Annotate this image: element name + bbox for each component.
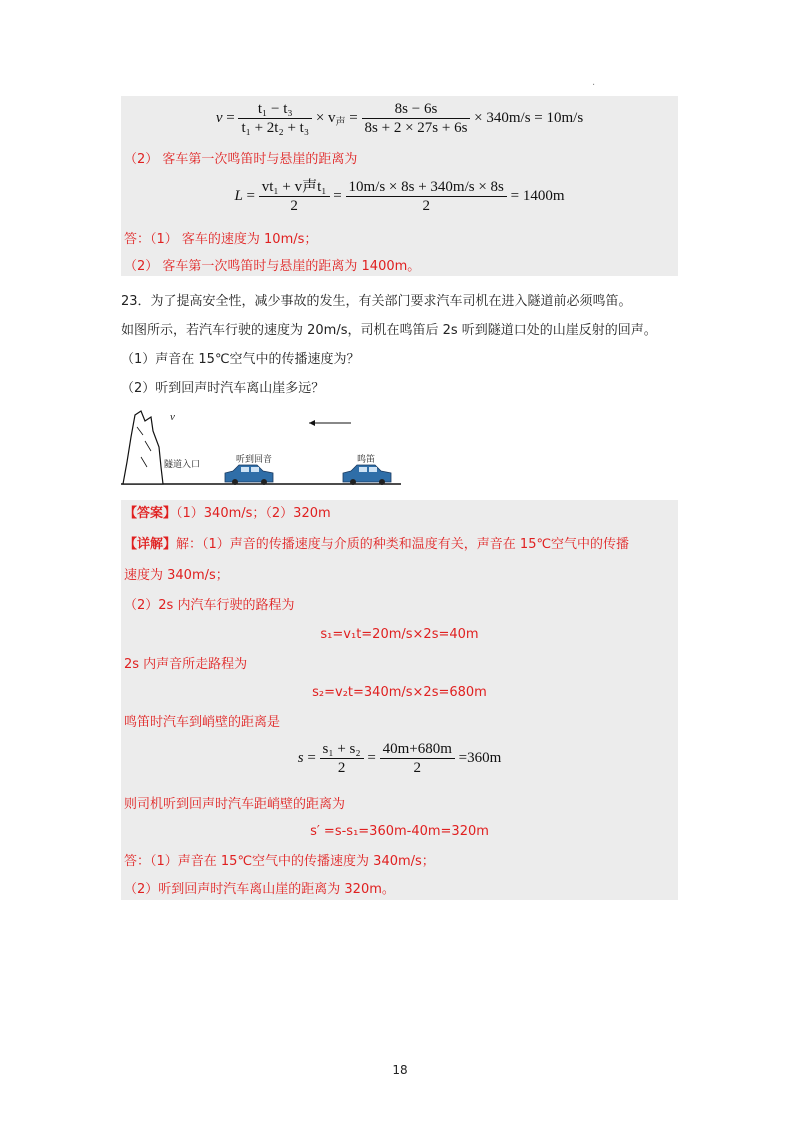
- whistle-intro: 鸣笛时汽车到峭壁的距离是: [124, 715, 281, 730]
- page-number: 18: [392, 1063, 408, 1077]
- velocity-arrow-head: [309, 420, 315, 426]
- prev-answer-2: （2） 客车第一次鸣笛时与悬崖的距离为 1400m。: [124, 259, 421, 274]
- hear-intro: 则司机听到回声时汽车距峭壁的距离为: [124, 797, 346, 812]
- equation-car-distance: s₁=v₁t=20m/s×2s=40m: [320, 627, 479, 642]
- prev-answer-1: 答：（1） 客车的速度为 10m/s；: [124, 232, 318, 247]
- formula-distance-s: s = $\frac{\text{s₁ + s₂}}{2}$ = $\frac{40m+680m}{2}$ =360m: [297, 741, 502, 776]
- car-whistle: [343, 465, 391, 485]
- velocity-label: v: [170, 411, 175, 423]
- final-answer-1: 答：（1）声音在 15℃空气中的传播速度为 340m/s；: [124, 854, 435, 869]
- question-line-1: 23．为了提高安全性，减少事故的发生，有关部门要求汽车司机在进入隧道前必须鸣笛。: [121, 294, 632, 309]
- cliff-shape: [123, 411, 163, 484]
- equation-echo-distance: s′ =s-s₁=360m-40m=320m: [310, 824, 489, 839]
- car-whistle-label: 鸣笛: [357, 455, 376, 465]
- car-heard-echo: [225, 465, 273, 485]
- question-line-2: 如图所示，若汽车行驶的速度为 20m/s，司机在鸣笛后 2s 听到隧道口处的山崖反射的回声。: [121, 323, 657, 338]
- tunnel-figure-svg: [121, 407, 406, 489]
- answer-line: 【答案】（1）340m/s；（2）320m: [124, 506, 331, 521]
- tunnel-label: 隧道入口: [164, 460, 201, 470]
- detail-line-2: 速度为 340m/s；: [124, 568, 229, 583]
- formula-distance-L: L = $\frac{\text{vt₁ + v声t₁}}{2}$ = $\frac{10m/s \times 8s + 340m/s \times 8s}{2}$ = 1400m: [234, 179, 565, 214]
- page-dot: ·: [592, 80, 596, 91]
- question-sub-1: （1）声音在 15℃空气中的传播速度为？: [121, 352, 360, 367]
- prev-part2-label: （2） 客车第一次鸣笛时与悬崖的距离为: [124, 152, 358, 167]
- formula-velocity: v = $\frac{\text{t₁ − t₃}}{\text{t₁ + 2t₂ + t₃}}$ × $v_声$ = $\frac{8s - 6s}{8s + 2 \times 27s + 6s}$ × 340m/s = 10m/s: [215, 101, 584, 136]
- part2-intro: （2）2s 内汽车行驶的路程为: [124, 598, 295, 613]
- final-answer-2: （2）听到回声时汽车离山崖的距离为 320m。: [124, 882, 395, 897]
- tunnel-figure: [121, 407, 406, 489]
- question-sub-2: （2）听到回声时汽车离山崖多远？: [121, 381, 325, 396]
- equation-sound-distance: s₂=v₂t=340m/s×2s=680m: [312, 685, 487, 700]
- detail-line-1: 【详解】解：（1）声音的传播速度与介质的种类和温度有关，声音在 15℃空气中的传播: [124, 537, 630, 552]
- sound-intro: 2s 内声音所走路程为: [124, 657, 248, 672]
- car-heard-echo-label: 听到回音: [236, 455, 273, 465]
